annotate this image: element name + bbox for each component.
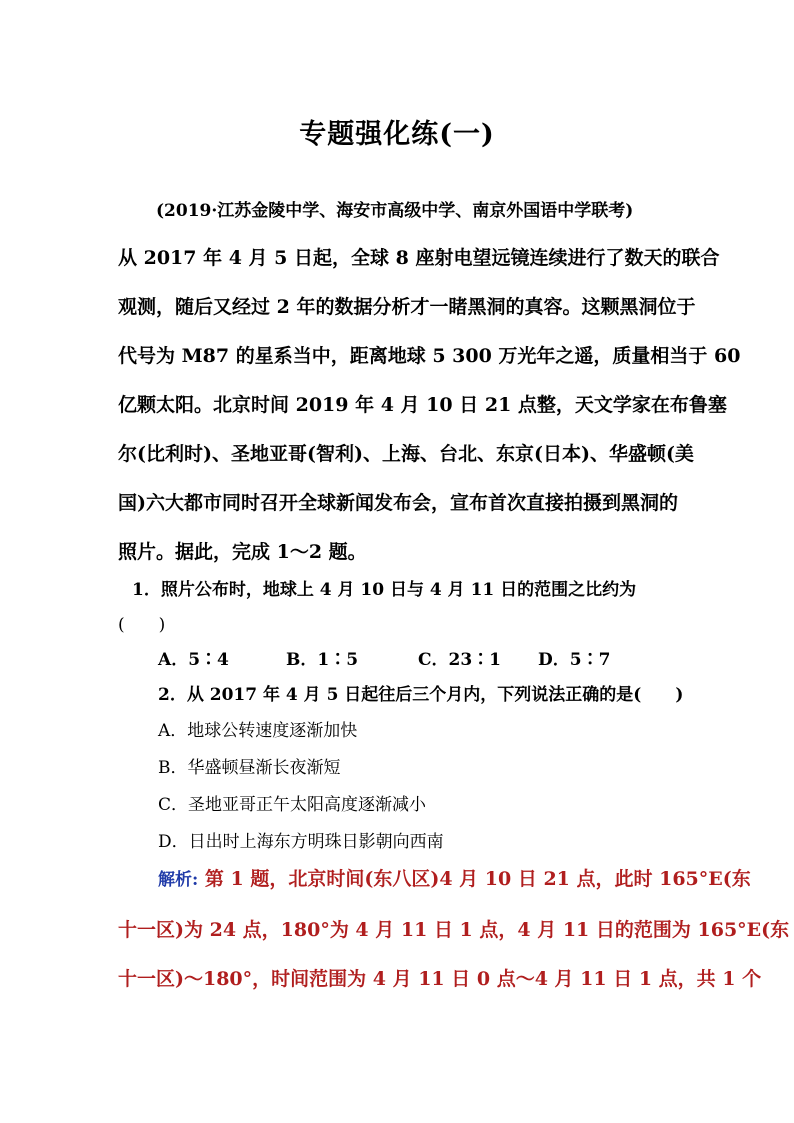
passage-line: 国)六大都市同时召开全球新闻发布会，宣布首次直接拍摄到黑洞的 bbox=[118, 492, 678, 514]
passage-line: 亿颗太阳。北京时间 2019 年 4 月 10 日 21 点整，天文学家在布鲁塞 bbox=[118, 394, 727, 416]
passage-line: 从 2017 年 4 月 5 日起，全球 8 座射电望远镜连续进行了数天的联合 bbox=[118, 247, 720, 269]
question-1-stem: 1．照片公布时，地球上 4 月 10 日与 4 月 11 日的范围之比约为 bbox=[132, 580, 637, 600]
analysis-line-2: 十一区)为 24 点，180°为 4 月 11 日 1 点，4 月 11 日的范围为 165°E(东 bbox=[118, 919, 790, 941]
passage-line: 尔(比利时)、圣地亚哥(智利)、上海、台北、东京(日本)、华盛顿(美 bbox=[118, 443, 694, 465]
analysis-line-3: 十一区)～180°，时间范围为 4 月 11 日 0 点～4 月 11 日 1 点，共 1 个 bbox=[118, 968, 762, 990]
page-title: 专题强化练(一) bbox=[299, 119, 495, 150]
passage-line: 代号为 M87 的星系当中，距离地球 5 300 万光年之遥，质量相当于 60 bbox=[118, 345, 741, 367]
passage-line: 照片。据此，完成 1～2 题。 bbox=[118, 541, 367, 563]
passage-line: (2019·江苏金陵中学、海安市高级中学、南京外国语中学联考) bbox=[156, 201, 634, 221]
question-2-option-c: C．圣地亚哥正午太阳高度逐渐减小 bbox=[158, 795, 427, 815]
analysis-line-1 bbox=[158, 864, 751, 891]
question-2-option-d: D．日出时上海东方明珠日影朝向西南 bbox=[158, 832, 444, 852]
question-1-option-d: D．5∶7 bbox=[538, 650, 611, 670]
analysis-text: 第 1 题，北京时间(东八区)4 月 10 日 21 点，此时 165°E(东 bbox=[198, 868, 751, 890]
question-2-stem: 2．从 2017 年 4 月 5 日起往后三个月内，下列说法正确的是( ) bbox=[158, 685, 684, 705]
passage-line: 观测，随后又经过 2 年的数据分析才一睹黑洞的真容。这颗黑洞位于 bbox=[118, 296, 696, 318]
analysis-label: 解析: bbox=[158, 870, 199, 890]
question-1-option-a: A．5∶4 bbox=[158, 650, 229, 670]
question-1-option-c: C．23∶1 bbox=[418, 650, 502, 670]
question-1-answer-blank: ( ) bbox=[118, 615, 166, 635]
question-1-option-b: B．1∶5 bbox=[286, 650, 359, 670]
question-2-option-b: B．华盛顿昼渐长夜渐短 bbox=[158, 758, 341, 778]
question-2-option-a: A．地球公转速度逐渐加快 bbox=[158, 721, 358, 741]
